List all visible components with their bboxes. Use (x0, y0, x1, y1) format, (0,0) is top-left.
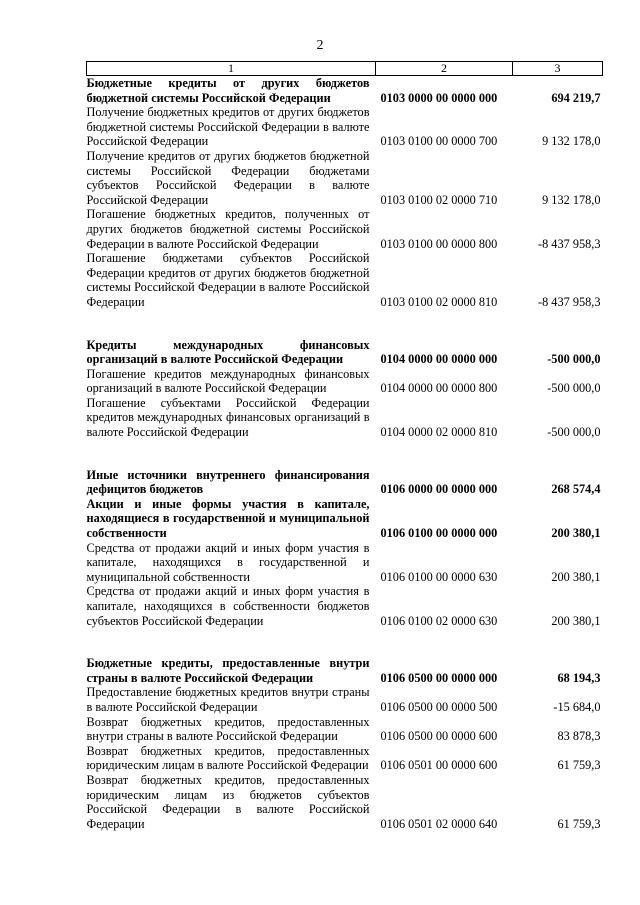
row-name-cell: Предоставление бюджетных кредитов внутри страны в валюте Российской Федерации (86, 685, 370, 714)
budget-sources-table (86, 61, 603, 831)
row-amount-cell: 61 759,3 (557, 816, 601, 831)
header-row (87, 62, 603, 76)
row-name-cell: Погашение субъектами Российской Федерации кредитов международных финансовых организаций в валюте Российской Федерации (86, 395, 370, 440)
row-code-cell: 0106 0100 00 0000 630 (380, 569, 498, 584)
row-name-cell: Бюджетные кредиты от других бюджетов бюджетной системы Российской Федерации (86, 76, 370, 105)
table-row (87, 396, 603, 440)
table-row (87, 541, 603, 585)
table-row-subtotal (87, 76, 603, 106)
spacer-cell (87, 628, 603, 656)
table-row (87, 251, 603, 309)
row-amount-cell: 9 132 178,0 (542, 134, 601, 149)
row-amount-cell: -8 437 958,3 (537, 236, 601, 251)
row-amount-cell: -500 000,0 (547, 352, 601, 367)
table-row (87, 715, 603, 744)
row-amount-cell: 61 759,3 (557, 758, 601, 773)
row-code-cell: 0106 0500 00 0000 500 (380, 699, 498, 714)
table-row-subtotal (87, 656, 603, 685)
table-row (87, 367, 603, 396)
row-amount-cell: -500 000,0 (547, 425, 601, 440)
row-amount-cell: 9 132 178,0 (542, 192, 601, 207)
row-name-cell: Иные источники внутреннего финансирования дефицитов бюджетов (86, 467, 370, 497)
row-name-cell: Погашение бюджетных кредитов, полученных от других бюджетов бюджетной системы Российской Федерации в валюте Российской Федерации (86, 207, 370, 251)
row-amount-cell: 268 574,4 (551, 482, 601, 497)
row-name-cell: Средства от продажи акций и иных форм участия в капитале, находящихся в государственной и муниципальной собственности (86, 540, 370, 584)
row-name-cell: Получение кредитов от других бюджетов бюджетной системы Российской Федерации бюджетами субъектов Российской Федерации в валюте Российской Федерации (86, 148, 370, 207)
row-name-cell: Получение бюджетных кредитов от других бюджетов бюджетной системы Российской Федерации в валюте Российской Федерации (86, 105, 370, 149)
row-code-cell: 0106 0501 02 0000 640 (380, 816, 498, 831)
row-code-cell: 0106 0000 00 0000 000 (380, 482, 498, 497)
column-header-2: 2 (376, 62, 513, 76)
row-name-cell: Возврат бюджетных кредитов, предоставленных юридическим лицам из бюджетов субъектов Российской Федерации в валюте Российской Федерации (86, 772, 370, 831)
row-code-cell: 0103 0000 00 0000 000 (380, 90, 498, 105)
row-code-cell: 0104 0000 00 0000 800 (380, 381, 498, 396)
section-spacer (87, 310, 603, 338)
row-code-cell: 0103 0100 00 0000 700 (380, 134, 498, 149)
row-amount-cell: 83 878,3 (557, 729, 601, 744)
table-row (87, 744, 603, 773)
table-row-subtotal (87, 468, 603, 497)
row-code-cell: 0106 0100 02 0000 630 (380, 613, 498, 628)
row-code-cell: 0104 0000 02 0000 810 (380, 425, 498, 440)
table-body (87, 76, 603, 832)
row-name-cell: Бюджетные кредиты, предоставленные внутри страны в валюте Российской Федерации (86, 656, 370, 685)
row-amount-cell: -8 437 958,3 (537, 294, 601, 309)
row-amount-cell: 200 380,1 (551, 613, 601, 628)
column-header-1: 1 (87, 62, 376, 76)
row-code-cell: 0103 0100 02 0000 710 (380, 192, 498, 207)
page-number: 2 (316, 38, 324, 53)
row-amount-cell: -15 684,0 (553, 699, 601, 714)
table-row-subtotal (87, 497, 603, 541)
row-name-cell: Акции и иные формы участия в капитале, находящиеся в государственной и муниципальной собственности (86, 496, 370, 541)
row-amount-cell: 68 194,3 (557, 670, 601, 685)
row-name-cell: Средства от продажи акций и иных форм участия в капитале, находящихся в собственности бюджетов субъектов Российской Федерации (86, 584, 370, 628)
row-amount-cell: 200 380,1 (551, 569, 601, 584)
table-row-subtotal (87, 338, 603, 367)
row-code-cell: 0103 0100 02 0000 810 (380, 294, 498, 309)
row-name-cell: Погашение бюджетами субъектов Российской Федерации кредитов от других бюджетов бюджетной системы Российской Федерации в валюте Российской Федерации (86, 251, 370, 309)
row-amount-cell: 694 219,7 (551, 90, 601, 105)
table-row (87, 149, 603, 207)
row-name-cell: Возврат бюджетных кредитов, предоставленных внутри страны в валюте Российской Федерации (86, 714, 370, 744)
spacer-cell (87, 310, 603, 338)
row-code-cell: 0106 0501 00 0000 600 (380, 758, 498, 773)
row-name-cell: Погашение кредитов международных финансовых организаций в валюте Российской Федерации (86, 366, 370, 396)
table-row (87, 207, 603, 251)
row-amount-cell: 200 380,1 (551, 526, 601, 541)
row-name-cell: Возврат бюджетных кредитов, предоставленных юридическим лицам в валюте Российской Федерации (86, 743, 370, 773)
row-code-cell: 0106 0100 00 0000 000 (380, 526, 498, 541)
row-code-cell: 0106 0500 00 0000 600 (380, 729, 498, 744)
table-header (87, 62, 603, 76)
table-row (87, 773, 603, 831)
row-amount-cell: -500 000,0 (547, 381, 601, 396)
spacer-cell (87, 440, 603, 468)
section-spacer (87, 628, 603, 656)
column-header-3: 3 (513, 62, 603, 76)
table-row (87, 584, 603, 628)
section-spacer (87, 440, 603, 468)
table-row (87, 685, 603, 714)
table-row (87, 105, 603, 149)
row-code-cell: 0103 0100 00 0000 800 (380, 236, 498, 251)
row-code-cell: 0104 0000 00 0000 000 (380, 352, 498, 367)
row-code-cell: 0106 0500 00 0000 000 (380, 670, 498, 685)
row-name-cell: Кредиты международных финансовых организаций в валюте Российской Федерации (86, 337, 370, 367)
